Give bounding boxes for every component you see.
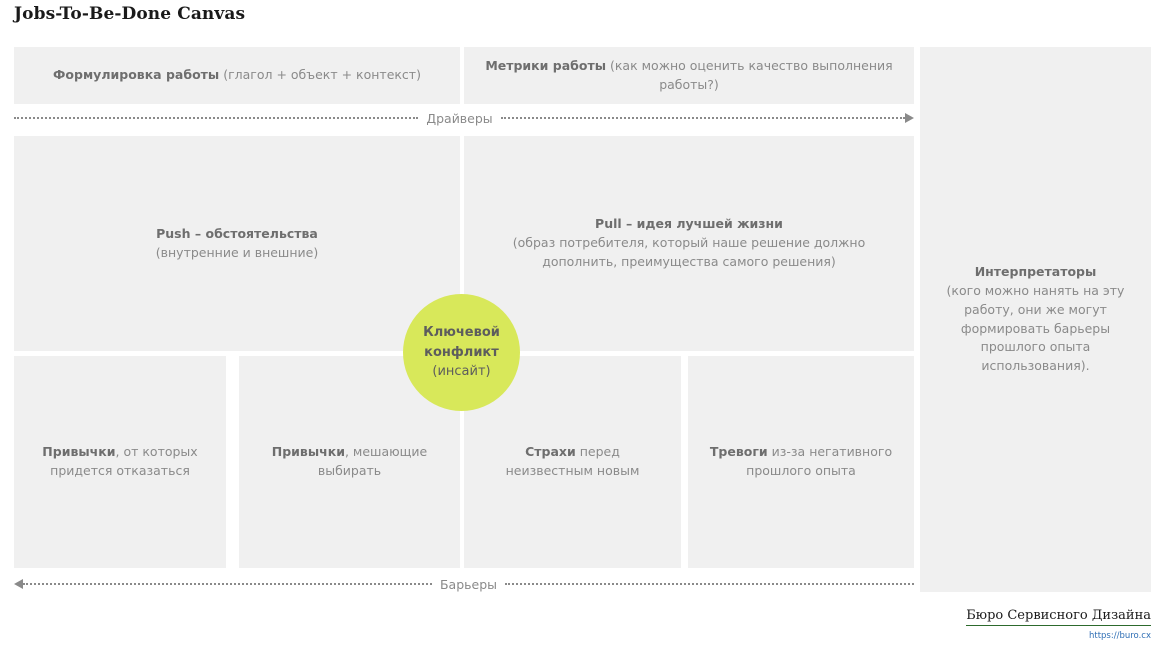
drivers-dotted-line-left <box>14 117 418 119</box>
box-fears-detail: перед неизвестным новым <box>505 444 640 478</box>
box-pull-detail: (образ потребителя, который наше решение должно дополнить, преимущества самого решения) <box>512 235 866 269</box>
box-interpreters-detail: (кого можно нанять на эту работу, они же могут формировать барьеры прошлого опыта использования). <box>946 283 1125 373</box>
barriers-dotted-line-left <box>23 583 432 585</box>
box-habits-choose-detail: , мешающие выбирать <box>317 444 428 478</box>
box-habits-choose-text <box>239 443 460 481</box>
box-job-statement-text <box>37 66 437 85</box>
box-anxieties-detail: из-за негативного прошлого опыта <box>746 444 893 478</box>
box-anxieties-text <box>688 443 914 481</box>
box-push[interactable] <box>14 136 460 351</box>
drivers-dotted-line-right <box>501 117 905 119</box>
drivers-label: Драйверы <box>426 110 493 126</box>
key-conflict-line1: Ключевой <box>423 325 500 341</box>
box-interpreters-label: Интерпретаторы <box>974 264 1097 280</box>
box-pull-label: Pull – идея лучшей жизни <box>595 216 783 232</box>
barriers-dotted-line-right <box>505 583 914 585</box>
footer-url-link[interactable]: https://buro.cx <box>1088 631 1151 641</box>
key-conflict-line3: (инсайт) <box>432 364 491 380</box>
barriers-label: Барьеры <box>439 576 498 592</box>
key-conflict-text <box>423 323 500 382</box>
box-habits-give-up-text <box>14 443 226 481</box>
box-job-metrics-label: Метрики работы <box>485 57 607 73</box>
barriers-arrow <box>14 577 914 591</box>
box-interpreters[interactable] <box>920 47 1151 592</box>
box-job-metrics-text <box>464 57 914 95</box>
arrow-left-icon <box>14 579 23 589</box>
key-conflict-circle[interactable] <box>403 294 520 411</box>
box-job-metrics[interactable] <box>464 47 914 104</box>
key-conflict-line2: конфликт <box>424 344 499 360</box>
box-habits-give-up[interactable] <box>14 356 226 568</box>
drivers-arrow <box>14 111 914 125</box>
box-anxieties-label: Тревоги <box>709 444 768 460</box>
box-push-text <box>140 225 334 263</box>
box-habits-give-up-detail: , от которых придется отказаться <box>50 444 198 478</box>
box-job-statement[interactable] <box>14 47 460 104</box>
arrow-right-icon <box>905 113 914 123</box>
box-interpreters-text <box>920 263 1151 376</box>
footer <box>851 604 1151 641</box>
box-habits-choose-label: Привычки <box>271 444 345 460</box>
box-fears-label: Страхи <box>525 444 576 460</box>
box-push-detail: (внутренние и внешние) <box>155 244 319 260</box>
box-pull[interactable] <box>464 136 914 351</box>
page-title: Jobs-To-Be-Done Canvas <box>14 4 246 24</box>
footer-brand: Бюро Сервисного Дизайна <box>966 608 1151 626</box>
box-job-statement-detail: (глагол + объект + контекст) <box>219 67 421 83</box>
box-job-statement-label: Формулировка работы <box>53 67 220 83</box>
box-pull-text <box>464 215 914 271</box>
box-job-metrics-detail: (как можно оценить качество выполнения работы?) <box>606 57 893 92</box>
box-push-label: Push – обстоятельства <box>156 225 318 241</box>
box-fears-text <box>464 443 681 481</box>
box-anxieties[interactable] <box>688 356 914 568</box>
box-habits-give-up-label: Привычки <box>42 444 116 460</box>
